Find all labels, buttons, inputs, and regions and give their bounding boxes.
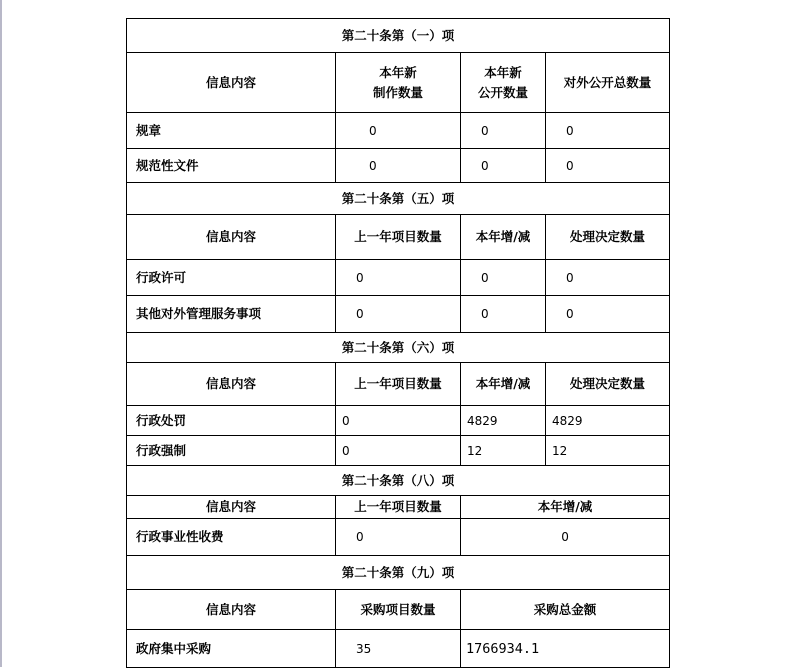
header-info-content: 信息内容 — [127, 590, 336, 630]
section-5-title: 第二十条第（五）项 — [127, 183, 670, 215]
section-title-row — [127, 333, 670, 363]
table-row — [127, 630, 670, 668]
header-decision-count: 处理决定数量 — [546, 215, 670, 260]
row-value: 12 — [461, 436, 546, 466]
row-value: 1766934.1 — [461, 630, 670, 668]
disclosure-table-sheet — [126, 18, 670, 668]
row-label: 规范性文件 — [127, 149, 336, 183]
section-1-title: 第二十条第（一）项 — [127, 19, 670, 53]
header-row — [127, 53, 670, 113]
header-prev-year-count: 上一年项目数量 — [336, 363, 461, 406]
section-9-title: 第二十条第（九）项 — [127, 556, 670, 590]
row-value: 0 — [546, 113, 670, 149]
header-total-published: 对外公开总数量 — [546, 53, 670, 113]
row-value: 0 — [461, 149, 546, 183]
header-info-content: 信息内容 — [127, 53, 336, 113]
row-value: 0 — [336, 296, 461, 333]
table-row — [127, 113, 670, 149]
section-6-title: 第二十条第（六）项 — [127, 333, 670, 363]
window-left-edge — [0, 0, 2, 667]
row-label: 行政许可 — [127, 260, 336, 296]
row-value: 0 — [461, 296, 546, 333]
header-prev-year-count: 上一年项目数量 — [336, 215, 461, 260]
section-title-row — [127, 183, 670, 215]
row-value: 4829 — [461, 406, 546, 436]
row-value: 4829 — [546, 406, 670, 436]
header-purchase-amount: 采购总金额 — [461, 590, 670, 630]
row-value: 0 — [546, 149, 670, 183]
header-new-published-line1: 本年新 — [484, 64, 522, 80]
row-value: 35 — [336, 630, 461, 668]
header-row — [127, 215, 670, 260]
row-value: 0 — [546, 296, 670, 333]
header-new-produced — [336, 53, 461, 113]
table-row — [127, 296, 670, 333]
row-value: 0 — [336, 260, 461, 296]
header-info-content: 信息内容 — [127, 215, 336, 260]
header-row — [127, 363, 670, 406]
header-change: 本年增/减 — [461, 363, 546, 406]
table-row — [127, 260, 670, 296]
section-title-row — [127, 556, 670, 590]
section-title-row — [127, 466, 670, 496]
header-decision-count: 处理决定数量 — [546, 363, 670, 406]
row-value: 0 — [336, 436, 461, 466]
row-value: 12 — [546, 436, 670, 466]
header-row — [127, 496, 670, 519]
header-info-content: 信息内容 — [127, 496, 336, 519]
disclosure-table — [126, 18, 670, 668]
row-label: 政府集中采购 — [127, 630, 336, 668]
table-row — [127, 519, 670, 556]
row-value: 0 — [336, 519, 461, 556]
row-label: 规章 — [127, 113, 336, 149]
header-new-published-line2: 公开数量 — [477, 84, 528, 100]
row-value: 0 — [546, 260, 670, 296]
section-title-row — [127, 19, 670, 53]
row-value: 0 — [336, 406, 461, 436]
row-value: 0 — [461, 519, 670, 556]
table-row — [127, 406, 670, 436]
section-8-title: 第二十条第（八）项 — [127, 466, 670, 496]
row-value: 0 — [461, 113, 546, 149]
header-info-content: 信息内容 — [127, 363, 336, 406]
header-new-produced-line2: 制作数量 — [372, 84, 423, 100]
header-new-produced-line1: 本年新 — [379, 64, 417, 80]
row-label: 行政事业性收费 — [127, 519, 336, 556]
row-label: 行政强制 — [127, 436, 336, 466]
header-row — [127, 590, 670, 630]
row-label: 其他对外管理服务事项 — [127, 296, 336, 333]
table-row — [127, 149, 670, 183]
header-change: 本年增/减 — [461, 496, 670, 519]
header-new-published — [461, 53, 546, 113]
header-purchase-count: 采购项目数量 — [336, 590, 461, 630]
header-prev-year-count: 上一年项目数量 — [336, 496, 461, 519]
table-row — [127, 436, 670, 466]
row-value: 0 — [336, 149, 461, 183]
header-change: 本年增/减 — [461, 215, 546, 260]
row-value: 0 — [336, 113, 461, 149]
row-value: 0 — [461, 260, 546, 296]
row-label: 行政处罚 — [127, 406, 336, 436]
